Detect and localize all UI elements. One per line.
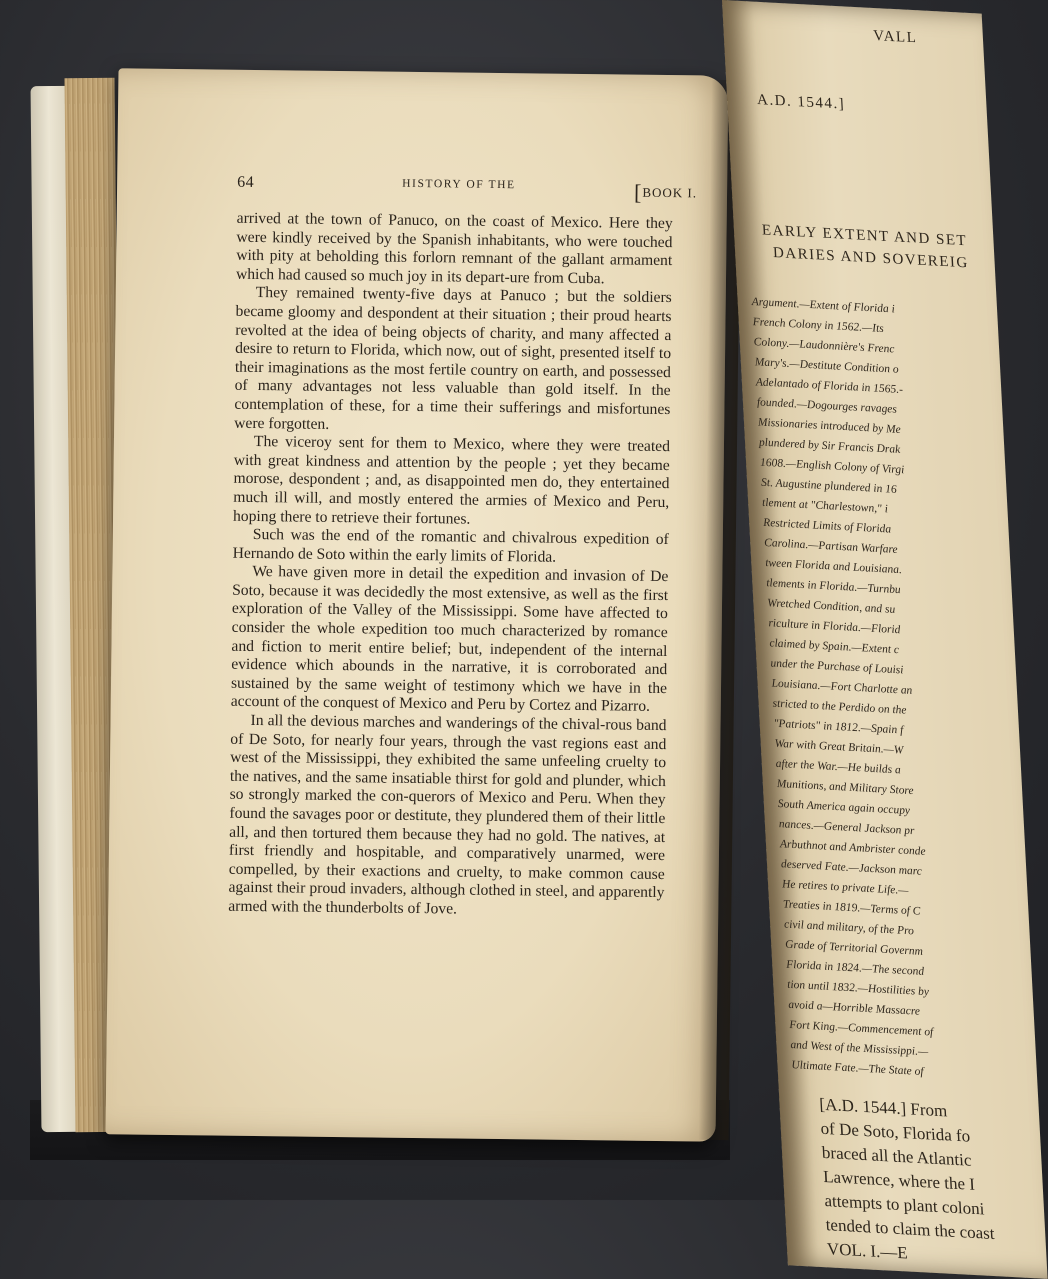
argument-line: tlements in Florida.—Turnbu: [766, 577, 901, 597]
paragraph: They remained twenty-five days at Panuco ; but the soldiers became gloomy and despondent at their situation ; their proud hearts revolted at the idea of being objects of charity, and many affected a desire to return to Florida, which now, out of sight, presented itself to their imaginations as the most fertile country on earth, and possessed of many advantages not less valuable than gold itself. In the contemplation of these, for a time their sufferings and misfortunes were forgotten.: [234, 284, 672, 433]
page-header: [237, 174, 697, 204]
argument-line: claimed by Spain.—Extent c: [769, 637, 900, 657]
argument-line: after the War.—He builds a: [775, 757, 902, 777]
book-marker-label: BOOK I.: [642, 184, 698, 201]
argument-line: St. Augustine plundered in 16: [760, 476, 897, 496]
argument-line: "Patriots" in 1812.—Spain f: [773, 717, 904, 737]
argument-line: Fort King.—Commencement of: [789, 1018, 934, 1039]
argument-line: civil and military, of the Pro: [783, 918, 915, 938]
chapter-heading-line-2: DARIES AND SOVEREIG: [772, 244, 970, 272]
argument-line: founded.—Dogourges ravages: [756, 396, 898, 416]
argument-line: plundered by Sir Francis Drak: [758, 436, 901, 457]
argument-line: Munitions, and Military Store: [776, 777, 914, 798]
body-line: tended to claim the coast: [825, 1215, 995, 1244]
argument-line: Arbuthnot and Ambrister conde: [779, 838, 926, 858]
argument-line: deserved Fate.—Jackson marc: [780, 858, 923, 878]
volume-signature: VOL. I.—E: [826, 1239, 909, 1263]
chapter-heading-line-1: EARLY EXTENT AND SET: [761, 222, 968, 250]
body-line: Lawrence, where the I: [822, 1166, 976, 1194]
argument-summary: [751, 292, 939, 1083]
argument-line: and West of the Mississippi.—: [790, 1039, 929, 1059]
argument-line: stricted to the Perdido on the: [772, 697, 907, 717]
right-body-text: [819, 1093, 997, 1271]
paragraph: We have given more in detail the expedition and invasion of De Soto, because it was decidedly the most extensive, as well as the first exploration of the Valley of the Mississippi. Some have affected to consider the whole expedition too much characterized by romance and fiction to merit entire belief; but, independent of the internal evidence which abounds in the narrative, it is corroborated and sustained by the same weight of testimony which we have in the account of the conquest of Mexico and Peru by Cortez and Pizarro.: [230, 563, 669, 716]
argument-line: Ultimate Fate.—The State of: [791, 1059, 924, 1079]
paragraph: arrived at the town of Panuco, on the coast of Mexico. Here they were kindly received by the Spanish inhabitants, who were touched with pity at beholding this forlorn remnant of the gallant armament which had caused so much joy in its depart-ure from Cuba.: [235, 209, 673, 288]
argument-line: tion until 1832.—Hostilities by: [786, 978, 930, 999]
argument-line: War with Great Britain.—W: [774, 737, 904, 757]
argument-line: tlement at "Charlestown," i: [761, 496, 889, 516]
page-body-text: [228, 210, 673, 922]
body-line: attempts to plant coloni: [823, 1190, 985, 1219]
paragraph: The viceroy sent for them to Mexico, where they were treated with great kindness and attention by the people ; yet they became morose, despondent ; and, as disappointed men do, they entertained much ill will, and mostly entered the armies of Mexico and Peru, hoping there to retrieve their fortunes.: [232, 433, 671, 528]
body-line: braced all the Atlantic: [821, 1142, 972, 1170]
argument-line: He retires to private Life.—: [781, 878, 909, 898]
book-marker: [BOOK I.: [633, 179, 698, 205]
argument-line: avoid a—Horrible Massacre: [788, 998, 921, 1018]
argument-line: Restricted Limits of Florida: [762, 516, 892, 536]
paragraph: Such was the end of the romantic and chivalrous expedition of Hernando de Soto within the early limits of Florida.: [232, 526, 669, 566]
right-page: [722, 0, 1048, 1279]
argument-line: Adelantado of Florida in 1565.-: [755, 376, 904, 397]
body-line: of De Soto, Florida fo: [820, 1118, 971, 1146]
body-line: [A.D. 1544.] From: [818, 1094, 948, 1121]
argument-line: Colony.—Laudonnière's Frenc: [753, 336, 895, 356]
right-running-header: VALL: [872, 27, 918, 47]
argument-line: French Colony in 1562.—Its: [752, 316, 885, 335]
argument-line: tween Florida and Louisiana.: [764, 557, 903, 577]
argument-line: riculture in Florida.—Florid: [768, 617, 901, 637]
argument-line: Florida in 1824.—The second: [785, 958, 925, 978]
argument-line: Grade of Territorial Governm: [784, 938, 924, 958]
paragraph: In all the devious marches and wanderings of the chival-rous band of De Soto, for nearly four years, through the vast regions east and west of the Mississippi, they exhibited the same unfeeling cruelty to the natives, and the same insatiable thirst for gold and plunder, which so strongly marked the con-querors of Mexico and Peru. When they found the savages poor or destitute, they plundered them of their little all, and then tortured them because they had no gold. The natives, at first friendly and hospitable, and comparatively unarmed, were compelled, by their exactions and cruelty, to make common cause against their proud invaders, although clothed in steel, and apparently armed with the thunderbolts of Jove.: [228, 712, 667, 918]
argument-line: 1608.—English Colony of Virgi: [759, 456, 905, 477]
argument-line: Mary's.—Destitute Condition o: [754, 356, 899, 376]
page-number: 64: [237, 173, 255, 191]
argument-line: Wretched Condition, and su: [767, 597, 896, 616]
argument-line: Treaties in 1819.—Terms of C: [782, 898, 921, 918]
left-page: [106, 68, 729, 1141]
argument-line: Louisiana.—Fort Charlotte an: [771, 677, 913, 697]
argument-line: Carolina.—Partisan Warfare: [763, 536, 898, 557]
argument-line: Missionaries introduced by Me: [757, 416, 902, 437]
running-title: HISTORY OF THE: [402, 177, 516, 192]
argument-line: Argument.—Extent of Florida i: [751, 295, 896, 316]
argument-line: nances.—General Jackson pr: [778, 818, 915, 838]
argument-line: South America again occupy: [777, 798, 911, 818]
argument-line: under the Purchase of Louisi: [770, 657, 904, 677]
right-date-header: A.D. 1544.]: [756, 91, 846, 113]
